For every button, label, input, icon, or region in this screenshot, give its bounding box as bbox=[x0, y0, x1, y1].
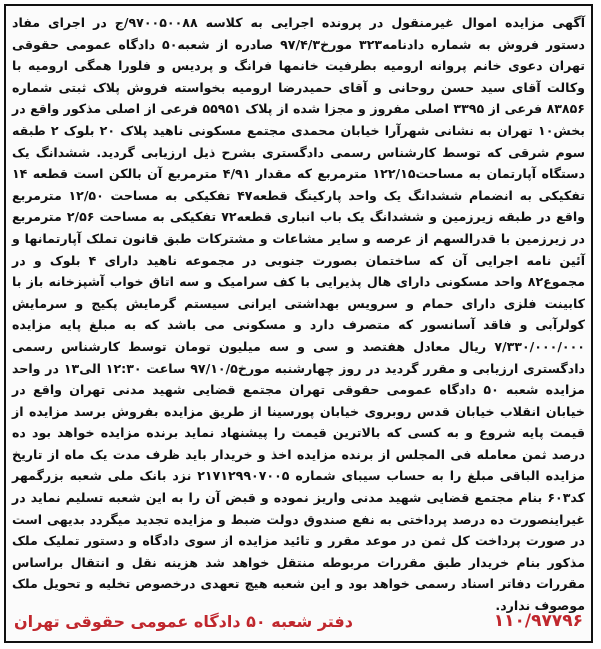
issuer-office: دفتر شعبه ۵۰ دادگاه عمومی حقوقی تهران bbox=[14, 611, 353, 631]
legal-notice-frame bbox=[4, 4, 593, 643]
notice-body-text: آگهی مزایده اموال غیرمنقول در پرونده اجرایی به کلاسه ۹۷۰۰۵۰۰۸۸/ج در اجرای مفاد دستور فروش به شماره دادنامه۳۲۳ مورخ۹۷/۴/۳ صادره از شعبه۵۰ دادگاه عمومی حقوقی تهران دعوی خانم پروانه ارومیه بطرفیت خانمها فرانگ و پردیس و فلورا همگی ارومیه با وکالت آقای سید حسن روحانی و آقای حمیدرضا ارومیه بخواسته فروش پلاک ثبتی شماره ۸۳۸۵۶ فرعی از ۳۳۹۵ اصلی مفروز و مجزا شده از پلاک ۵۵۹۵۱ فرعی از اصلی مذکور واقع در بخش۱۰ تهران به نشانی شهرآرا خیابان محمدی مجتمع مسکونی ناهید پلاک ۲۰ بلوک ۲ طبقه سوم شرقی که توسط کارشناس رسمی دادگستری بشرح ذیل ارزیابی گردید. ششدانگ یک دستگاه آپارتمان به مساحت۱۲۲/۱۵ مترمربع که مقدار ۴/۹۱ مترمربع آن بالکن است قطعه ۱۴ تفکیکی به انضمام ششدانگ یک واحد پارکینگ قطعه۴۷ تفکیکی به مساحت ۱۲/۵۰ مترمربع واقع در طبقه زیرزمین و ششدانگ یک باب انباری قطعه۷۲ تفکیکی به مساحت ۲/۵۶ مترمربع در زیرزمین با قدرالسهم از عرصه و سایر مشاعات و مشترکات طبق قانون تملک آپارتمانها و آئین نامه اجرایی آن که ساختمان بصورت جنوبی در مجموعه ناهید دارای ۴ بلوک و در مجموع۸۲ واحد مسکونی دارای هال پذیرایی با کف سرامیک و سه اتاق خواب آشپزخانه باز با کابینت فلزی دارای حمام و سرویس بهداشتی ایرانی سیستم گرمایش پکیج و سرمایش کولرآبی و فاقد آسانسور که متصرف دارد و مسکونی می باشد که به مبلغ پایه مزایده ۷/۳۳۰/۰۰۰/۰۰۰ ریال معادل هفتصد و سی و سه میلیون تومان توسط کارشناس رسمی دادگستری ارزیابی و مقرر گردید در روز چهارشنبه مورخ۹۷/۱۰/۵ ساعت ۱۲:۳۰ الی۱۳ در واحد مزایده شعبه ۵۰ دادگاه عمومی حقوقی تهران مجتمع قضایی شهید مدنی تهران واقع در خیابان انقلاب خیابان قدس روبروی خیابان پورسینا از طریق مزایده بفروش برسد مزایده از قیمت پایه شروع و به کسی که بالاترین قیمت را پیشنهاد نماید برنده مزایده خواهد بود ده درصد ثمن معامله فی المجلس از برنده مزایده اخذ و خریدار باید ظرف مدت یک ماه از تاریخ مزایده الباقی مبلغ را به حساب سیبای شماره ۲۱۷۱۲۹۹۰۷۰۰۵ نزد بانک ملی شعبه بزرگمهر کد۶۰۳ بنام مجتمع قضایی شهید مدنی واریز نموده و قبض آن را به این شعبه تسلیم نماید در غیراینصورت ده درصد پرداختی به نفع صندوق دولت ضبط و مزایده تجدید میگردد بدیهی است در صورت پرداخت کل ثمن در موعد مقرر و تائید مزایده از سوی دادگاه و دستور تملیک ملک مذکور بنام خریدار طبق مقررات مربوطه منتقل خواهد شد هزینه نقل و انتقال براساس مقررات دفاتر اسناد رسمی خواهد بود و این شعبه هیچ تعهدی درخصوص تخلیه و تحویل ملک موصوف ندارد. bbox=[12, 15, 586, 614]
notice-footer bbox=[14, 607, 583, 635]
reference-number: ۱۱۰/۹۷۷۹۶ bbox=[493, 611, 583, 631]
